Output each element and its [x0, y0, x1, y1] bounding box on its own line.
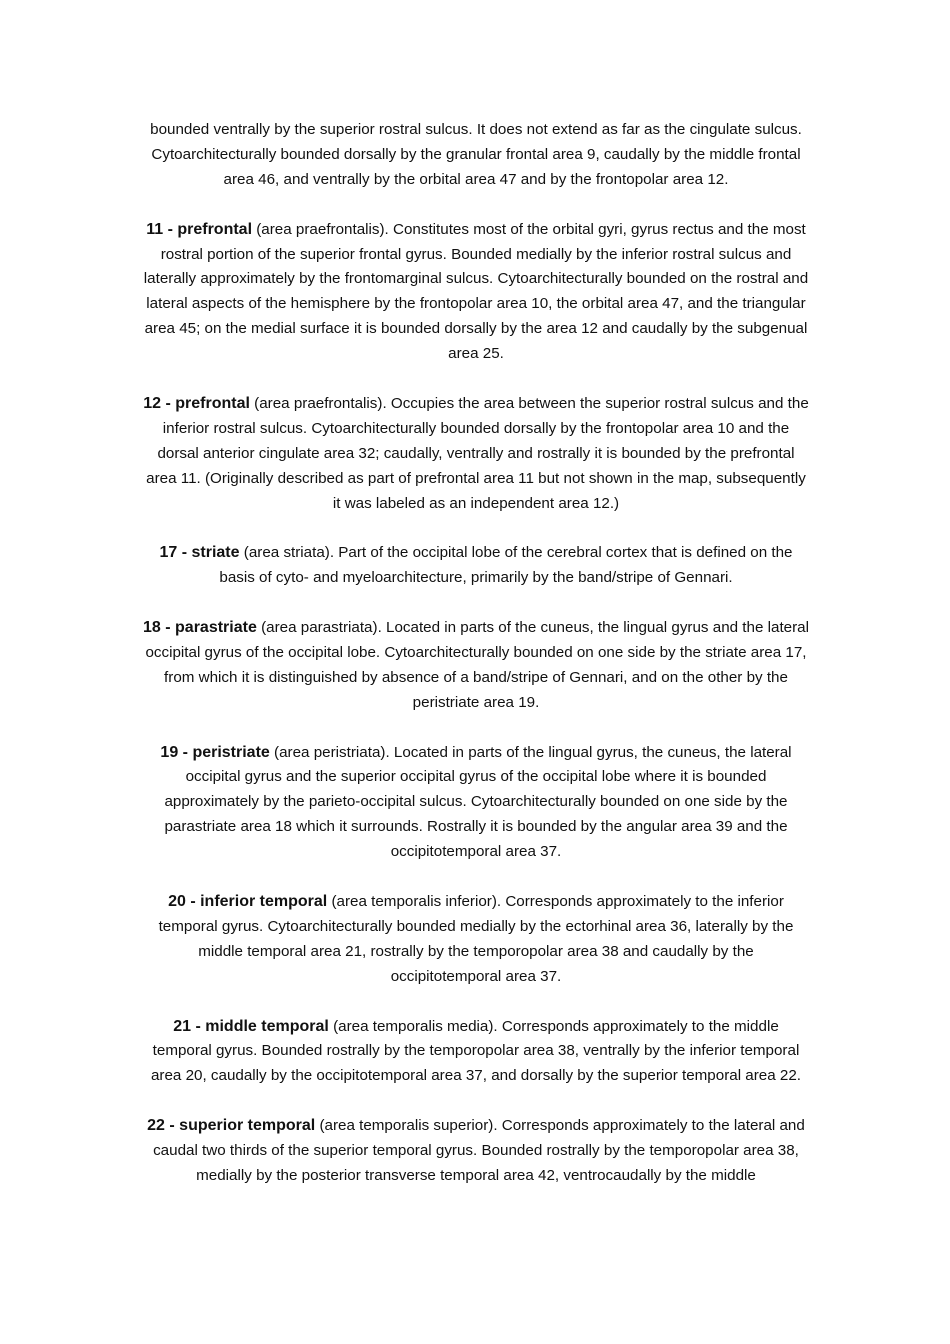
paragraph-area-18: [143, 616, 809, 716]
area-term: 21 - middle temporal: [173, 1017, 329, 1035]
area-term: 11 - prefrontal: [146, 220, 253, 238]
paragraph-area-11: [143, 218, 809, 367]
paragraph-area-10-continued: [143, 118, 809, 193]
paragraph-area-12: [143, 392, 809, 517]
paragraph-text: bounded ventrally by the superior rostral sulcus. It does not extend as far as the cingulate sulcus. Cytoarchitecturally bounded dorsally by the granular frontal area 9, caudally by the middle frontal area 46, and ventrally by the orbital area 47 and by the frontopolar area 12.: [150, 121, 802, 188]
paragraph-text: (area temporalis inferior). Corresponds approximately to the inferior temporal gyrus. Cytoarchitecturally bounded medially by the ectorhinal area 36, laterally by the middle temporal area 21, rostrally by the temporopolar area 38 and caudally by the occipitotemporal area 37.: [158, 893, 794, 985]
paragraph-area-20: [143, 890, 809, 990]
paragraph-text: (area temporalis superior). Corresponds approximately to the lateral and caudal two thirds of the superior temporal gyrus. Bounded rostrally by the temporopolar area 38, medially by the posterior transverse temporal area 42, ventrocaudally by the middle: [153, 1117, 805, 1184]
area-term: 17 - striate: [159, 544, 240, 562]
paragraph-text: (area striata). Part of the occipital lobe of the cerebral cortex that is defined on the basis of cyto- and myeloarchitecture, primarily by the band/stripe of Gennari.: [219, 544, 793, 587]
area-term: 12 - prefrontal: [143, 394, 250, 412]
paragraph-area-22: [143, 1114, 809, 1189]
area-term: 19 - peristriate: [160, 743, 270, 761]
document-page: [143, 118, 809, 1214]
paragraph-text: (area peristriata). Located in parts of the lingual gyrus, the cuneus, the lateral occipital gyrus and the superior occipital gyrus of the occipital lobe where it is bounded approximately by the parieto-occipital sulcus. Cytoarchitecturally bounded on one side by the parastriate area 18 which it surrounds. Rostrally it is bounded by the angular area 39 and the occipitotemporal area 37.: [164, 743, 792, 861]
paragraph-area-17: [143, 541, 809, 591]
area-term: 20 - inferior temporal: [168, 893, 328, 910]
paragraph-text: (area praefrontalis). Occupies the area between the superior rostral sulcus and the inferior rostral sulcus. Cytoarchitecturally bounded dorsally by the frontopolar area 10 and the dorsal anterior cingulate area 32; caudally, ventrally and rostrally it is bounded by the prefrontal area 11. (Originally described as part of prefrontal area 11 but not shown in the map, subsequently it was labeled as an independent area 12.): [146, 394, 809, 512]
area-term: 18 - parastriate: [143, 619, 257, 637]
paragraph-area-19: [143, 741, 809, 866]
area-term: 22 - superior temporal: [147, 1117, 316, 1135]
paragraph-area-21: [143, 1015, 809, 1090]
paragraph-text: (area praefrontalis). Constitutes most of the orbital gyri, gyrus rectus and the most rostral portion of the superior frontal gyrus. Bounded medially by the inferior rostral sulcus and laterally approximately by the frontomarginal sulcus. Cytoarchitecturally bounded on the rostral and lateral aspects of the hemisphere by the frontopolar area 10, the orbital area 47, and the triangular area 45; on the medial surface it is bounded dorsally by the area 12 and caudally by the subgenual area 25.: [143, 220, 809, 363]
paragraph-text: (area parastriata). Located in parts of the cuneus, the lingual gyrus and the lateral occipital gyrus of the occipital lobe. Cytoarchitecturally bounded on one side by the striate area 17, from which it is distinguished by absence of a band/stripe of Gennari, and on the other by the peristriate area 19.: [145, 619, 809, 711]
paragraph-text: (area temporalis media). Corresponds approximately to the middle temporal gyrus. Bounded rostrally by the temporopolar area 38, ventrally by the inferior temporal area 20, caudally by the occipitotemporal area 37, and dorsally by the superior temporal area 22.: [150, 1017, 802, 1085]
